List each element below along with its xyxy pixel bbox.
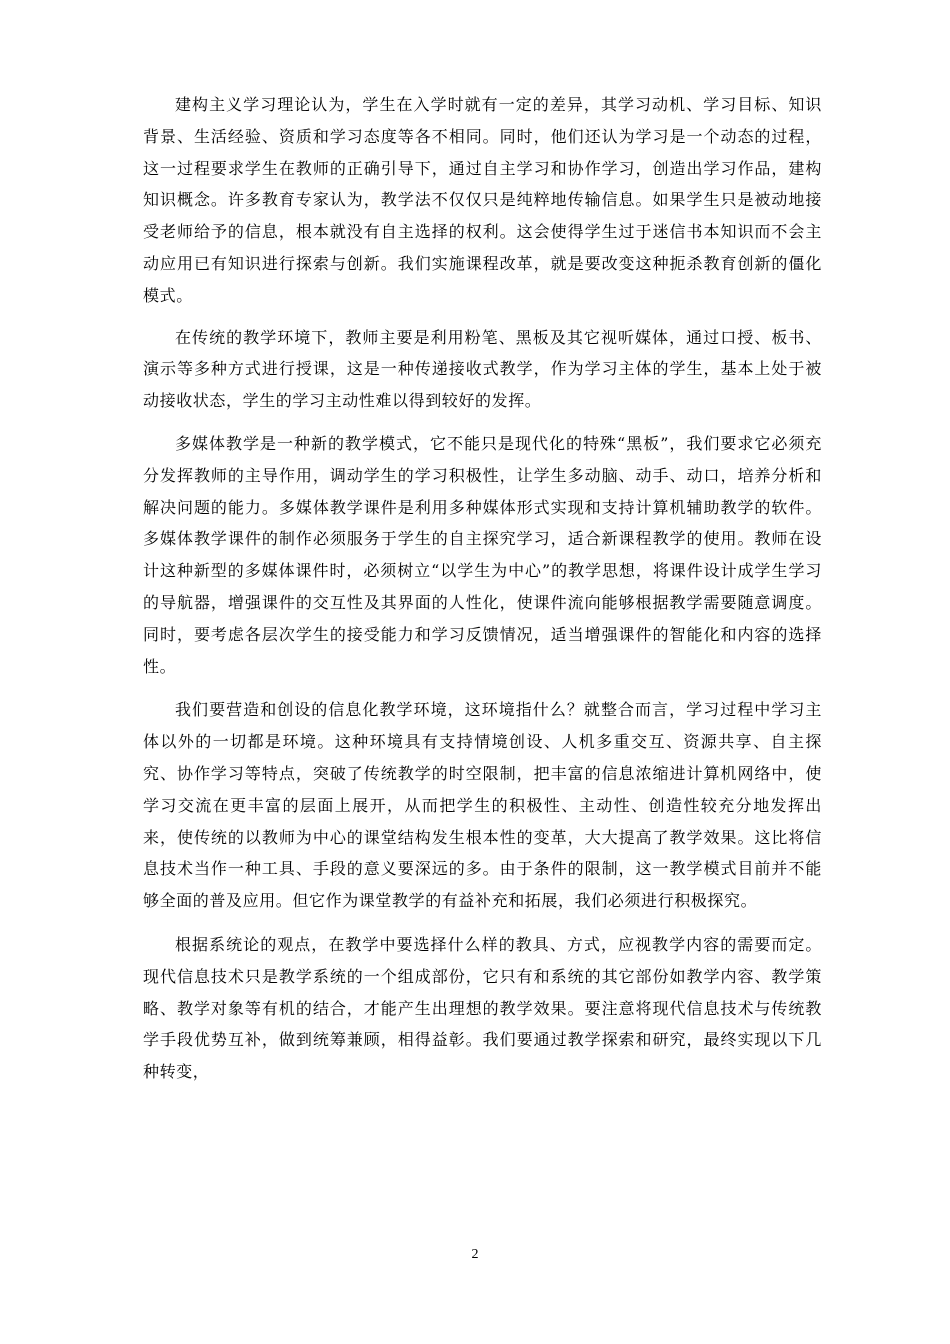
paragraph-information-environment: 我们要营造和创设的信息化教学环境，这环境指什么？就整合而言，学习过程中学习主体以外的一切都是环境。这种环境具有支持情境创设、人机多重交互、资源共享、自主探究、协作学习等特点，突破了传统教学的时空限制，把丰富的信息浓缩进计算机网络中，使学习交流在更丰富的层面上展开，从而把学生的积极性、主动性、创造性较充分地发挥出来，使传统的以教师为中心的课堂结构发生根本性的变革，大大提高了教学效果。这比将信息技术当作一种工具、手段的意义要深远的多。由于条件的限制，这一教学模式目前并不能够全面的普及应用。但它作为课堂教学的有益补充和拓展，我们必须进行积极探究。: [143, 700, 822, 911]
body-text: [143, 89, 822, 1098]
paragraph-constructivism: 建构主义学习理论认为，学生在入学时就有一定的差异，其学习动机、学习目标、知识背景、生活经验、资质和学习态度等各不相同。同时，他们还认为学习是一个动态的过程，这一过程要求学生在教师的正确引导下，通过自主学习和协作学习，创造出学习作品，建构知识概念。许多教育专家认为，教学法不仅仅只是纯粹地传输信息。如果学生只是被动地接受老师给予的信息，根本就没有自主选择的权利。这会使得学生过于迷信书本知识而不会主动应用已有知识进行探索与创新。我们实施课程改革，就是要改变这种扼杀教育创新的僵化模式。: [143, 95, 822, 305]
paragraph-systems-theory: 根据系统论的观点，在教学中要选择什么样的教具、方式，应视教学内容的需要而定。现代信息技术只是教学系统的一个组成部份，它只有和系统的其它部份如教学内容、教学策略、教学对象等有机的结合，才能产生出理想的教学效果。要注意将现代信息技术与传统教学手段优势互补，做到统筹兼顾，相得益彰。我们要通过教学探索和研究，最终实现以下几种转变，: [143, 934, 822, 1082]
page-number: 2: [471, 1247, 479, 1262]
paragraph-multimedia-teaching: 多媒体教学是一种新的教学模式，它不能只是现代化的特殊“黑板”，我们要求它必须充分发挥教师的主导作用，调动学生的学习积极性，让学生多动脑、动手、动口，培养分析和解决问题的能力。多媒体教学课件是利用多种媒体形式实现和支持计算机辅助教学的软件。多媒体教学课件的制作必须服务于学生的自主探究学习，适合新课程教学的使用。教师在设计这种新型的多媒体课件时，必须树立“以学生为中心”的教学思想，将课件设计成学生学习的导航器，增强课件的交互性及其界面的人性化，使课件流向能够根据教学需要随意调度。同时，要考虑各层次学生的接受能力和学习反馈情况，适当增强课件的智能化和内容的选择性。: [143, 433, 822, 676]
paragraph-traditional-teaching: 在传统的教学环境下，教师主要是利用粉笔、黑板及其它视听媒体，通过口授、板书、演示等多种方式进行授课，这是一种传递接收式教学，作为学习主体的学生，基本上处于被动接收状态，学生的学习主动性难以得到较好的发挥。: [143, 327, 822, 411]
